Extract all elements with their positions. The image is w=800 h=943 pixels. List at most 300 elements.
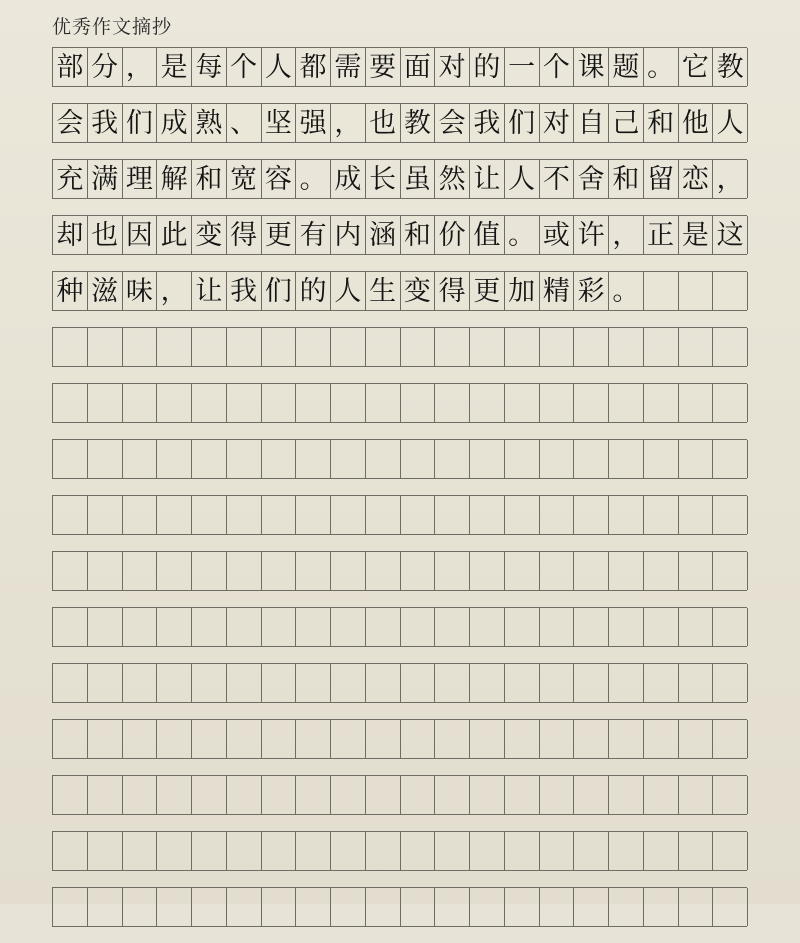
grid-cell [470, 720, 505, 758]
grid-cell [331, 832, 366, 870]
grid-cell [713, 888, 748, 926]
grid-cell: 都 [296, 48, 331, 86]
grid-cell [192, 440, 227, 478]
grid-row [52, 327, 747, 367]
grid-cell [192, 496, 227, 534]
grid-row [52, 439, 747, 479]
grid-cell [88, 888, 123, 926]
grid-cell [609, 440, 644, 478]
grid-cell: 种 [53, 272, 88, 310]
grid-row [52, 47, 747, 87]
grid-cell [609, 496, 644, 534]
grid-cell [123, 608, 158, 646]
grid-cell [123, 552, 158, 590]
grid-cell [227, 832, 262, 870]
grid-cell [435, 384, 470, 422]
grid-cell [296, 608, 331, 646]
grid-cell [401, 552, 436, 590]
grid-cell [505, 552, 540, 590]
grid-cell [296, 384, 331, 422]
grid-cell [574, 832, 609, 870]
grid-cell [157, 440, 192, 478]
grid-cell [435, 328, 470, 366]
grid-cell [713, 328, 748, 366]
grid-cell: 成 [157, 104, 192, 142]
grid-cell [296, 440, 331, 478]
grid-cell [574, 496, 609, 534]
grid-cell [435, 608, 470, 646]
grid-cell: 。 [296, 160, 331, 198]
grid-cell [470, 496, 505, 534]
grid-cell [88, 720, 123, 758]
grid-cell [401, 888, 436, 926]
grid-cell: 他 [679, 104, 714, 142]
grid-cell: 题 [609, 48, 644, 86]
grid-cell [644, 832, 679, 870]
grid-cell: 虽 [401, 160, 436, 198]
grid-cell: 教 [401, 104, 436, 142]
grid-cell [88, 664, 123, 702]
grid-cell [470, 328, 505, 366]
grid-cell [227, 552, 262, 590]
grid-cell [227, 664, 262, 702]
grid-cell: 也 [366, 104, 401, 142]
grid-cell: 味 [123, 272, 158, 310]
grid-cell [123, 664, 158, 702]
grid-cell: 更 [470, 272, 505, 310]
grid-row [52, 607, 747, 647]
grid-cell [401, 384, 436, 422]
grid-cell [609, 608, 644, 646]
grid-cell [192, 384, 227, 422]
grid-cell: 熟 [192, 104, 227, 142]
grid-cell [574, 720, 609, 758]
grid-row [52, 831, 747, 871]
grid-row [52, 495, 747, 535]
grid-cell [574, 384, 609, 422]
grid-cell: ， [713, 160, 748, 198]
grid-cell: 面 [401, 48, 436, 86]
grid-cell [53, 608, 88, 646]
grid-cell [157, 608, 192, 646]
grid-cell [331, 608, 366, 646]
grid-cell [644, 608, 679, 646]
grid-cell: ， [609, 216, 644, 254]
grid-cell [331, 888, 366, 926]
grid-cell [574, 664, 609, 702]
grid-cell [401, 832, 436, 870]
grid-cell [192, 552, 227, 590]
grid-cell: 长 [366, 160, 401, 198]
grid-cell [505, 664, 540, 702]
grid-cell [574, 552, 609, 590]
grid-cell [227, 720, 262, 758]
grid-cell [470, 384, 505, 422]
grid-cell [540, 664, 575, 702]
grid-cell [296, 496, 331, 534]
grid-cell [366, 776, 401, 814]
grid-cell [609, 328, 644, 366]
grid-cell [713, 720, 748, 758]
grid-cell [540, 440, 575, 478]
grid-cell [470, 608, 505, 646]
grid-cell: 或 [540, 216, 575, 254]
grid-cell [574, 776, 609, 814]
grid-cell [123, 888, 158, 926]
grid-cell [609, 720, 644, 758]
grid-cell: 个 [227, 48, 262, 86]
grid-cell [88, 440, 123, 478]
grid-cell [53, 888, 88, 926]
grid-cell [296, 832, 331, 870]
grid-cell: 这 [713, 216, 748, 254]
grid-cell [366, 328, 401, 366]
grid-cell [53, 496, 88, 534]
grid-cell [192, 888, 227, 926]
grid-row [52, 551, 747, 591]
grid-cell: 个 [540, 48, 575, 86]
grid-cell [609, 384, 644, 422]
grid-cell [192, 328, 227, 366]
grid-cell: 价 [435, 216, 470, 254]
grid-cell [435, 440, 470, 478]
grid-cell: 部 [53, 48, 88, 86]
grid-cell [192, 776, 227, 814]
grid-cell [227, 384, 262, 422]
grid-row [52, 271, 747, 311]
grid-cell: 我 [470, 104, 505, 142]
grid-cell: 让 [470, 160, 505, 198]
grid-cell [679, 608, 714, 646]
grid-cell [227, 608, 262, 646]
grid-cell [644, 328, 679, 366]
grid-cell [88, 776, 123, 814]
grid-cell: 然 [435, 160, 470, 198]
grid-cell [331, 552, 366, 590]
grid-cell [644, 664, 679, 702]
grid-cell [574, 608, 609, 646]
grid-cell: 也 [88, 216, 123, 254]
grid-cell [679, 776, 714, 814]
grid-cell [53, 832, 88, 870]
grid-cell [262, 664, 297, 702]
grid-cell: 教 [713, 48, 748, 86]
grid-cell [88, 832, 123, 870]
grid-cell: 们 [262, 272, 297, 310]
grid-cell [227, 440, 262, 478]
grid-cell: 课 [574, 48, 609, 86]
grid-cell [366, 440, 401, 478]
grid-cell [366, 720, 401, 758]
grid-cell [540, 552, 575, 590]
grid-cell [331, 328, 366, 366]
grid-cell [644, 552, 679, 590]
grid-cell [262, 776, 297, 814]
page-header-title: 优秀作文摘抄 [52, 16, 173, 38]
grid-cell [296, 552, 331, 590]
grid-cell: 、 [227, 104, 262, 142]
grid-cell: 的 [470, 48, 505, 86]
grid-cell: 。 [609, 272, 644, 310]
grid-cell [505, 496, 540, 534]
grid-cell [470, 552, 505, 590]
grid-cell: 。 [505, 216, 540, 254]
grid-cell [227, 328, 262, 366]
grid-cell [713, 272, 748, 310]
grid-cell [331, 664, 366, 702]
grid-cell [644, 272, 679, 310]
grid-cell [435, 496, 470, 534]
grid-cell [609, 552, 644, 590]
grid-cell [227, 776, 262, 814]
writing-grid [52, 47, 747, 943]
grid-row [52, 719, 747, 759]
grid-cell: 分 [88, 48, 123, 86]
grid-cell [157, 720, 192, 758]
grid-cell [157, 552, 192, 590]
grid-cell: 却 [53, 216, 88, 254]
grid-cell [262, 440, 297, 478]
grid-cell [540, 496, 575, 534]
grid-cell [470, 888, 505, 926]
grid-cell: 需 [331, 48, 366, 86]
grid-cell [679, 440, 714, 478]
grid-cell [262, 384, 297, 422]
grid-cell [644, 888, 679, 926]
grid-cell [53, 552, 88, 590]
grid-row [52, 215, 747, 255]
grid-cell [123, 384, 158, 422]
grid-cell: 此 [157, 216, 192, 254]
grid-cell: 自 [574, 104, 609, 142]
grid-cell: 和 [609, 160, 644, 198]
grid-cell: ， [157, 272, 192, 310]
grid-cell [713, 608, 748, 646]
grid-row [52, 159, 747, 199]
grid-cell [157, 776, 192, 814]
grid-cell [157, 384, 192, 422]
grid-cell [296, 664, 331, 702]
grid-cell [123, 496, 158, 534]
grid-row [52, 103, 747, 143]
grid-cell [713, 384, 748, 422]
grid-cell [713, 664, 748, 702]
grid-cell [505, 888, 540, 926]
grid-cell [296, 888, 331, 926]
grid-cell [88, 328, 123, 366]
grid-cell: 舍 [574, 160, 609, 198]
grid-cell [331, 496, 366, 534]
grid-cell [262, 832, 297, 870]
grid-cell [540, 328, 575, 366]
grid-cell: 坚 [262, 104, 297, 142]
grid-cell [401, 496, 436, 534]
grid-cell: 它 [679, 48, 714, 86]
grid-cell: 涵 [366, 216, 401, 254]
grid-cell: 是 [679, 216, 714, 254]
grid-cell: 。 [644, 48, 679, 86]
grid-cell [505, 720, 540, 758]
grid-cell [401, 664, 436, 702]
grid-cell [644, 440, 679, 478]
grid-cell [505, 384, 540, 422]
grid-cell [401, 328, 436, 366]
grid-cell [679, 272, 714, 310]
grid-cell: 更 [262, 216, 297, 254]
grid-cell [505, 608, 540, 646]
grid-cell [227, 496, 262, 534]
grid-cell [123, 440, 158, 478]
grid-cell [157, 664, 192, 702]
grid-cell [123, 328, 158, 366]
grid-cell [470, 664, 505, 702]
grid-cell [679, 384, 714, 422]
grid-cell [366, 608, 401, 646]
grid-cell: 不 [540, 160, 575, 198]
grid-cell: 让 [192, 272, 227, 310]
grid-cell: ， [123, 48, 158, 86]
grid-cell [540, 384, 575, 422]
grid-cell [123, 776, 158, 814]
grid-cell: 是 [157, 48, 192, 86]
grid-cell: 因 [123, 216, 158, 254]
grid-cell: 对 [435, 48, 470, 86]
grid-cell [470, 776, 505, 814]
grid-cell [53, 720, 88, 758]
grid-cell: 人 [505, 160, 540, 198]
grid-cell [505, 328, 540, 366]
grid-cell: 我 [227, 272, 262, 310]
grid-cell [296, 328, 331, 366]
grid-cell [435, 720, 470, 758]
grid-cell [401, 776, 436, 814]
grid-cell [331, 440, 366, 478]
grid-cell [540, 776, 575, 814]
grid-cell [679, 664, 714, 702]
grid-cell: 得 [227, 216, 262, 254]
grid-cell [123, 720, 158, 758]
grid-cell: 人 [331, 272, 366, 310]
grid-cell [262, 552, 297, 590]
grid-cell [713, 496, 748, 534]
grid-cell: 加 [505, 272, 540, 310]
grid-cell [53, 440, 88, 478]
grid-cell [227, 888, 262, 926]
grid-cell [366, 552, 401, 590]
grid-row [52, 663, 747, 703]
grid-cell [331, 720, 366, 758]
grid-cell [53, 664, 88, 702]
grid-cell: 人 [713, 104, 748, 142]
grid-cell [192, 720, 227, 758]
grid-cell [679, 720, 714, 758]
grid-cell [262, 328, 297, 366]
grid-cell: 精 [540, 272, 575, 310]
grid-cell: ， [331, 104, 366, 142]
grid-cell [88, 496, 123, 534]
grid-cell: 留 [644, 160, 679, 198]
grid-cell: 对 [540, 104, 575, 142]
grid-cell [679, 552, 714, 590]
grid-cell [88, 608, 123, 646]
grid-cell [644, 496, 679, 534]
grid-cell [679, 832, 714, 870]
grid-cell: 解 [157, 160, 192, 198]
grid-cell: 一 [505, 48, 540, 86]
grid-cell: 和 [644, 104, 679, 142]
grid-cell [540, 888, 575, 926]
grid-cell [262, 608, 297, 646]
grid-row [52, 887, 747, 927]
grid-cell [157, 832, 192, 870]
grid-row [52, 775, 747, 815]
grid-cell [470, 832, 505, 870]
grid-cell [53, 328, 88, 366]
grid-cell [574, 440, 609, 478]
grid-cell: 值 [470, 216, 505, 254]
grid-cell [540, 832, 575, 870]
grid-cell [679, 328, 714, 366]
grid-cell [53, 776, 88, 814]
grid-cell [609, 832, 644, 870]
grid-cell [192, 608, 227, 646]
grid-cell [470, 440, 505, 478]
grid-cell: 们 [505, 104, 540, 142]
grid-cell [123, 832, 158, 870]
grid-cell [435, 776, 470, 814]
grid-cell: 们 [123, 104, 158, 142]
grid-cell [609, 664, 644, 702]
grid-cell: 会 [53, 104, 88, 142]
grid-cell [192, 664, 227, 702]
grid-cell [157, 888, 192, 926]
grid-cell [88, 384, 123, 422]
grid-cell [505, 832, 540, 870]
grid-cell [713, 440, 748, 478]
grid-cell [296, 776, 331, 814]
grid-cell [88, 552, 123, 590]
grid-cell [366, 496, 401, 534]
grid-cell: 人 [262, 48, 297, 86]
grid-cell [262, 496, 297, 534]
grid-cell: 滋 [88, 272, 123, 310]
grid-cell [679, 496, 714, 534]
grid-cell [366, 384, 401, 422]
grid-cell [262, 720, 297, 758]
grid-cell: 得 [435, 272, 470, 310]
grid-cell: 彩 [574, 272, 609, 310]
grid-cell [366, 832, 401, 870]
grid-row [52, 383, 747, 423]
grid-cell: 理 [123, 160, 158, 198]
grid-cell [505, 776, 540, 814]
grid-cell [401, 608, 436, 646]
grid-cell: 的 [296, 272, 331, 310]
grid-cell: 和 [401, 216, 436, 254]
grid-cell [401, 720, 436, 758]
grid-cell [296, 720, 331, 758]
grid-cell: 容 [262, 160, 297, 198]
grid-cell [366, 664, 401, 702]
grid-cell [540, 608, 575, 646]
grid-cell: 正 [644, 216, 679, 254]
grid-cell: 满 [88, 160, 123, 198]
grid-cell [609, 888, 644, 926]
grid-cell: 许 [574, 216, 609, 254]
grid-cell: 我 [88, 104, 123, 142]
grid-cell [192, 832, 227, 870]
grid-cell [644, 776, 679, 814]
